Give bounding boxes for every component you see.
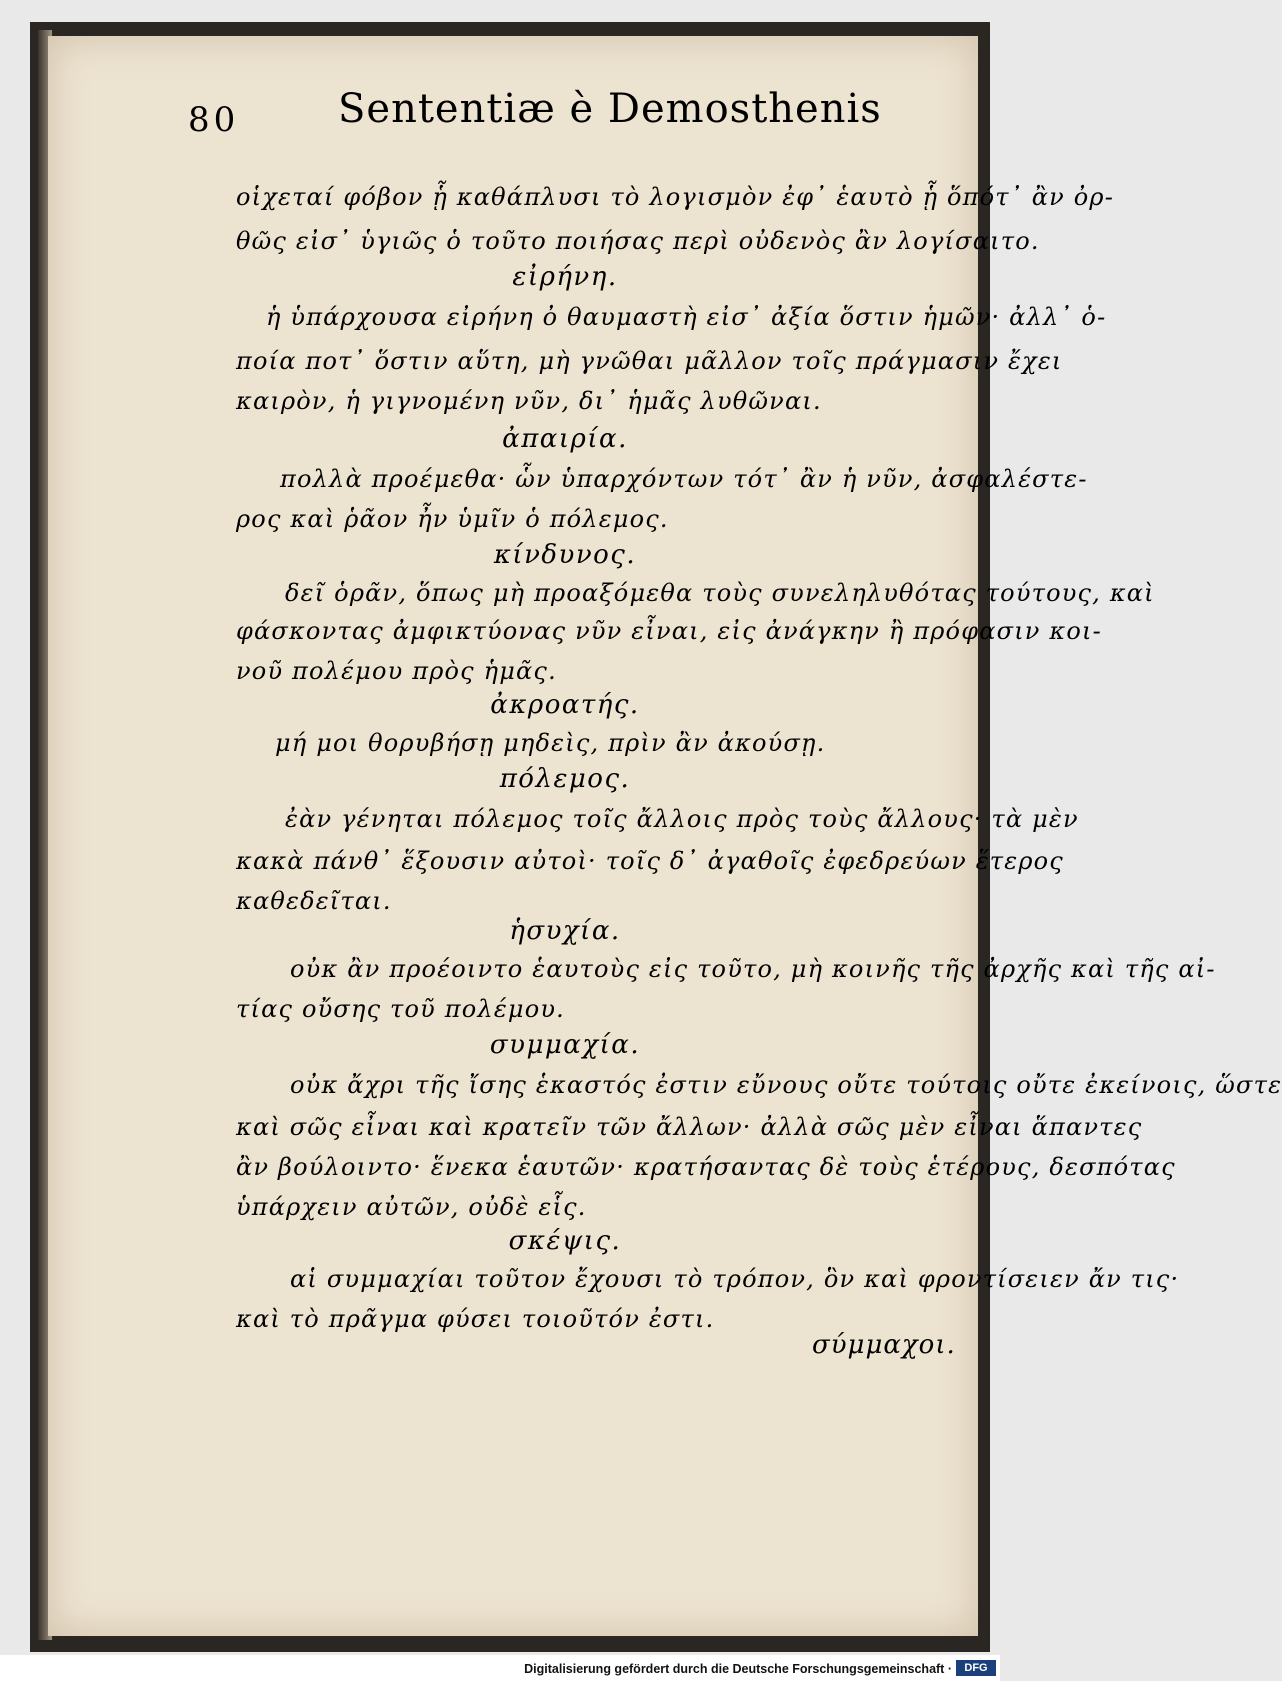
text-line: καὶ τὸ πρᾶγμα φύσει τοιοῦτόν ἐστι.	[236, 1305, 715, 1333]
section-heading: συμμαχία.	[489, 1030, 641, 1060]
section-heading: εἰρήνη.	[512, 262, 618, 292]
section-heading: πόλεμος.	[499, 764, 631, 794]
text-line: κακὰ πάνθ᾽ ἕξουσιν αὐτοὶ· τοῖς δ᾽ ἀγαθοῖς ἐφεδρεύων ἕτερος	[236, 847, 1064, 875]
section-heading: ἀπαιρία.	[502, 424, 628, 454]
text-line: ποία ποτ᾽ ὅστιν αὕτη, μὴ γνῶθαι μᾶλλον τοῖς πράγμασιν ἔχει	[236, 347, 1063, 375]
section-heading: κίνδυνος.	[493, 540, 637, 570]
text-line: καιρὸν, ἡ γιγνομένη νῦν, δι᾽ ἡμᾶς λυθῶναι.	[236, 387, 822, 415]
text-line: καθεδεῖται.	[236, 887, 392, 915]
catchword: σύμμαχοι.	[812, 1330, 956, 1360]
text-line: τίας οὔσης τοῦ πολέμου.	[236, 995, 565, 1023]
section-heading: σκέψις.	[508, 1226, 622, 1256]
funding-credit: Digitalisierung gefördert durch die Deutsche Forschungsgemeinschaft ·	[524, 1662, 952, 1676]
text-line: ὑπάρχειν αὐτῶν, οὐδὲ εἷς.	[236, 1193, 587, 1221]
text-line: θῶς εἰσ᾽ ὑγιῶς ὁ τοῦτο ποιήσας περὶ οὐδενὸς ἂν λογίσαιτο.	[236, 227, 1040, 255]
page-number: 80	[188, 100, 240, 140]
section-heading: ἡσυχία.	[509, 916, 621, 946]
text-line: ρος καὶ ῥᾶον ἦν ὑμῖν ὁ πόλεμος.	[236, 505, 669, 533]
text-line: φάσκοντας ἀμφικτύονας νῦν εἶναι, εἰς ἀνάγκην ἢ πρόφασιν κοι-	[236, 617, 1102, 645]
text-line: νοῦ πολέμου πρὸς ἡμᾶς.	[236, 657, 557, 685]
text-line: ἐὰν γένηται πόλεμος τοῖς ἄλλοις πρὸς τοὺς ἄλλους· τὰ μὲν	[285, 805, 1079, 833]
dfg-logo: DFG	[956, 1660, 996, 1676]
text-line: πολλὰ προέμεθα· ὧν ὑπαρχόντων τότ᾽ ἂν ἡ νῦν, ἀσφαλέστε-	[280, 465, 1088, 493]
section-heading: ἀκροατής.	[490, 690, 640, 720]
text-line: οἱχεταί φόβον ᾗ καθάπλυσι τὸ λογισμὸν ἐφ᾽ ἑαυτὸ ᾗ ὅπότ᾽ ἂν ὀρ-	[236, 183, 1115, 211]
page-header	[188, 86, 908, 150]
text-line: μή μοι θορυβήσῃ μηδεὶς, πρὶν ἂν ἀκούσῃ.	[275, 729, 826, 757]
text-line: αἱ συμμαχίαι τοῦτον ἔχουσι τὸ τρόπον, ὃν καὶ φροντίσειεν ἄν τις·	[290, 1265, 1180, 1293]
text-line: οὐκ ἄχρι τῆς ἴσης ἑκαστός ἐστιν εὔνους οὔτε τούτοις οὔτε ἐκείνοις, ὥστε	[290, 1071, 1282, 1099]
running-title: Sententiæ è Demosthenis	[338, 86, 882, 132]
text-line: οὐκ ἂν προέοιντο ἑαυτοὺς εἰς τοῦτο, μὴ κοινῆς τῆς ἀρχῆς καὶ τῆς αἰ-	[290, 955, 1216, 983]
text-line: δεῖ ὁρᾶν, ὅπως μὴ προαξόμεθα τοὺς συνεληλυθότας τούτους, καὶ	[285, 579, 1155, 607]
text-line: καὶ σῶς εἶναι καὶ κρατεῖν τῶν ἄλλων· ἀλλὰ σῶς μὲν εἶναι ἅπαντες	[236, 1113, 1143, 1141]
text-line: ἂν βούλοιντο· ἕνεκα ἑαυτῶν· κρατήσαντας δὲ τοὺς ἑτέρους, δεσπότας	[236, 1153, 1176, 1181]
text-line: ἡ ὑπάρχουσα εἰρήνη ὀ θαυμαστὴ εἰσ᾽ ἀξία ὅστιν ἡμῶν· ἀλλ᾽ ὁ-	[266, 303, 1107, 331]
